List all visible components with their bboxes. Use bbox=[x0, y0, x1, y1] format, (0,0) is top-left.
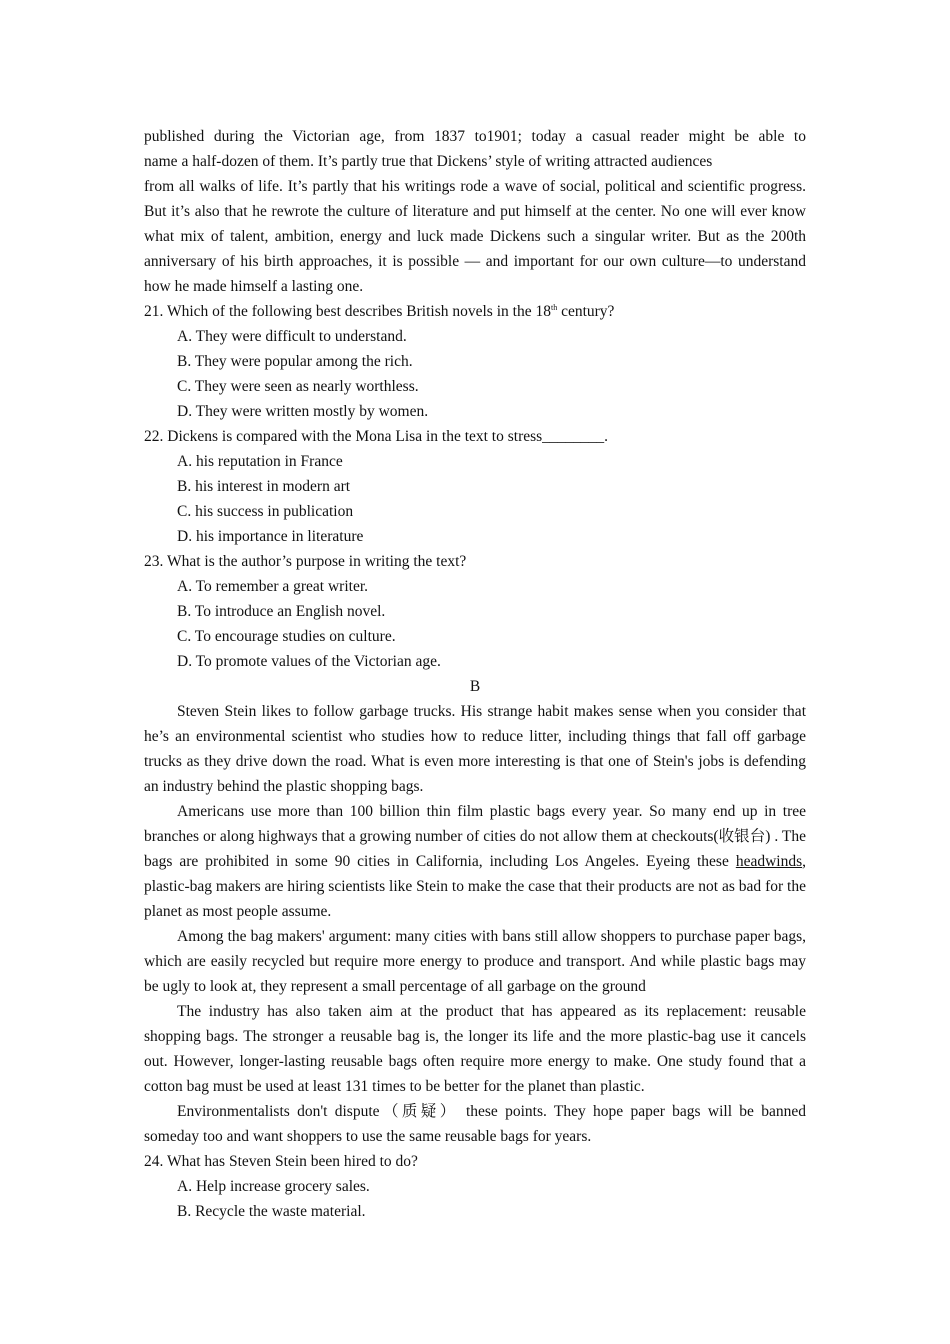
option-23-a: A. To remember a great writer. bbox=[177, 578, 369, 595]
option-22-c: C. his success in publication bbox=[177, 503, 354, 520]
option-22-d: D. his importance in literature bbox=[177, 528, 364, 545]
section-b-paragraph-1: Steven Stein likes to follow garbage trucks. His strange habit makes sense when you consider that he’s an environmental scientist who studies how to reduce litter, including things that fall off garbage trucks as they drive down the road. What is even more interesting is that one of Stein's jobs is defending an industry behind the plastic shopping bags. bbox=[144, 703, 806, 795]
question-21-stem-end: century? bbox=[557, 303, 615, 320]
section-b-paragraph-5: Environmentalists don't dispute（质疑） these points. They hope paper bags will be banned someday too and want shoppers to use the same reusable bags for years. bbox=[144, 1103, 806, 1145]
option-21-a: A. They were difficult to understand. bbox=[177, 328, 407, 345]
option-23-d: D. To promote values of the Victorian age. bbox=[177, 653, 441, 670]
option-23-c: C. To encourage studies on culture. bbox=[177, 628, 396, 645]
question-21-stem bbox=[144, 299, 806, 324]
option-21-b: B. They were popular among the rich. bbox=[177, 353, 413, 370]
question-24-stem: 24. What has Steven Stein been hired to do? bbox=[144, 1153, 418, 1170]
section-b-heading: B bbox=[469, 678, 481, 695]
section-b-paragraph-4: The industry has also taken aim at the product that has appeared as its replacement: reusable shopping bags. The stronger a reusable bag is, the longer its life and the more plastic-bag use it cancels out. However, longer-lasting reusable bags often require more energy to make. One study found that a cotton bag must be used at least 131 times to be better for the planet than plastic. bbox=[144, 1003, 806, 1095]
paragraph-2-text-start: Americans use more than 100 billion thin film plastic bags every year. So many end up in tree branches or along highways that a growing number of cities do not allow them at checkouts(收银台) . The bags are prohibited in some 90 cities in California, including Los Angeles. Eyeing these bbox=[144, 803, 806, 870]
question-21-stem-text: 21. Which of the following best describes British novels in the 18 bbox=[144, 303, 551, 320]
question-22-stem: 22. Dickens is compared with the Mona Lisa in the text to stress________. bbox=[144, 428, 609, 445]
option-21-d: D. They were written mostly by women. bbox=[177, 403, 429, 420]
question-24 bbox=[144, 1149, 806, 1224]
option-22-b: B. his interest in modern art bbox=[177, 478, 351, 495]
question-23-stem: 23. What is the author’s purpose in writing the text? bbox=[144, 553, 467, 570]
question-23 bbox=[144, 549, 806, 674]
document-page bbox=[144, 124, 806, 1224]
question-22 bbox=[144, 424, 806, 549]
passage-a-line-1: published during the Victorian age, from 1837 to1901; today a casual reader might be able to bbox=[144, 128, 806, 145]
option-23-b: B. To introduce an English novel. bbox=[177, 603, 386, 620]
superscript-th: th bbox=[550, 302, 558, 312]
option-24-b: B. Recycle the waste material. bbox=[177, 1203, 366, 1220]
section-b-paragraph-3: Among the bag makers' argument: many cities with bans still allow shoppers to purchase paper bags, which are easily recycled but require more energy to produce and transport. And while plastic bags may be ugly to look at, they represent a small percentage of all garbage on the ground bbox=[144, 928, 806, 995]
question-21 bbox=[144, 299, 806, 424]
underlined-word-headwinds: headwinds bbox=[735, 853, 803, 870]
passage-a-paragraph bbox=[144, 124, 806, 299]
passage-a-line-2: name a half-dozen of them. It’s partly true that Dickens’ style of writing attracted audiences bbox=[144, 153, 713, 170]
paragraph-2-text-end: , plastic-bag makers are hiring scientists like Stein to make the case that their products are not as bad for the planet as most people assume. bbox=[144, 853, 806, 920]
option-21-c: C. They were seen as nearly worthless. bbox=[177, 378, 419, 395]
option-22-a: A. his reputation in France bbox=[177, 453, 343, 470]
section-b-paragraph-2 bbox=[144, 799, 806, 924]
option-24-a: A. Help increase grocery sales. bbox=[177, 1178, 370, 1195]
passage-a-rest: from all walks of life. It’s partly that his writings rode a wave of social, political and scientific progress. But it’s also that he rewrote the culture of literature and put himself at the center. No one will ever know what mix of talent, ambition, energy and luck made Dickens such a singular writer. But as the 200th anniversary of his birth approaches, it is possible — and important for our own culture—to understand how he made himself a lasting one. bbox=[144, 178, 806, 295]
